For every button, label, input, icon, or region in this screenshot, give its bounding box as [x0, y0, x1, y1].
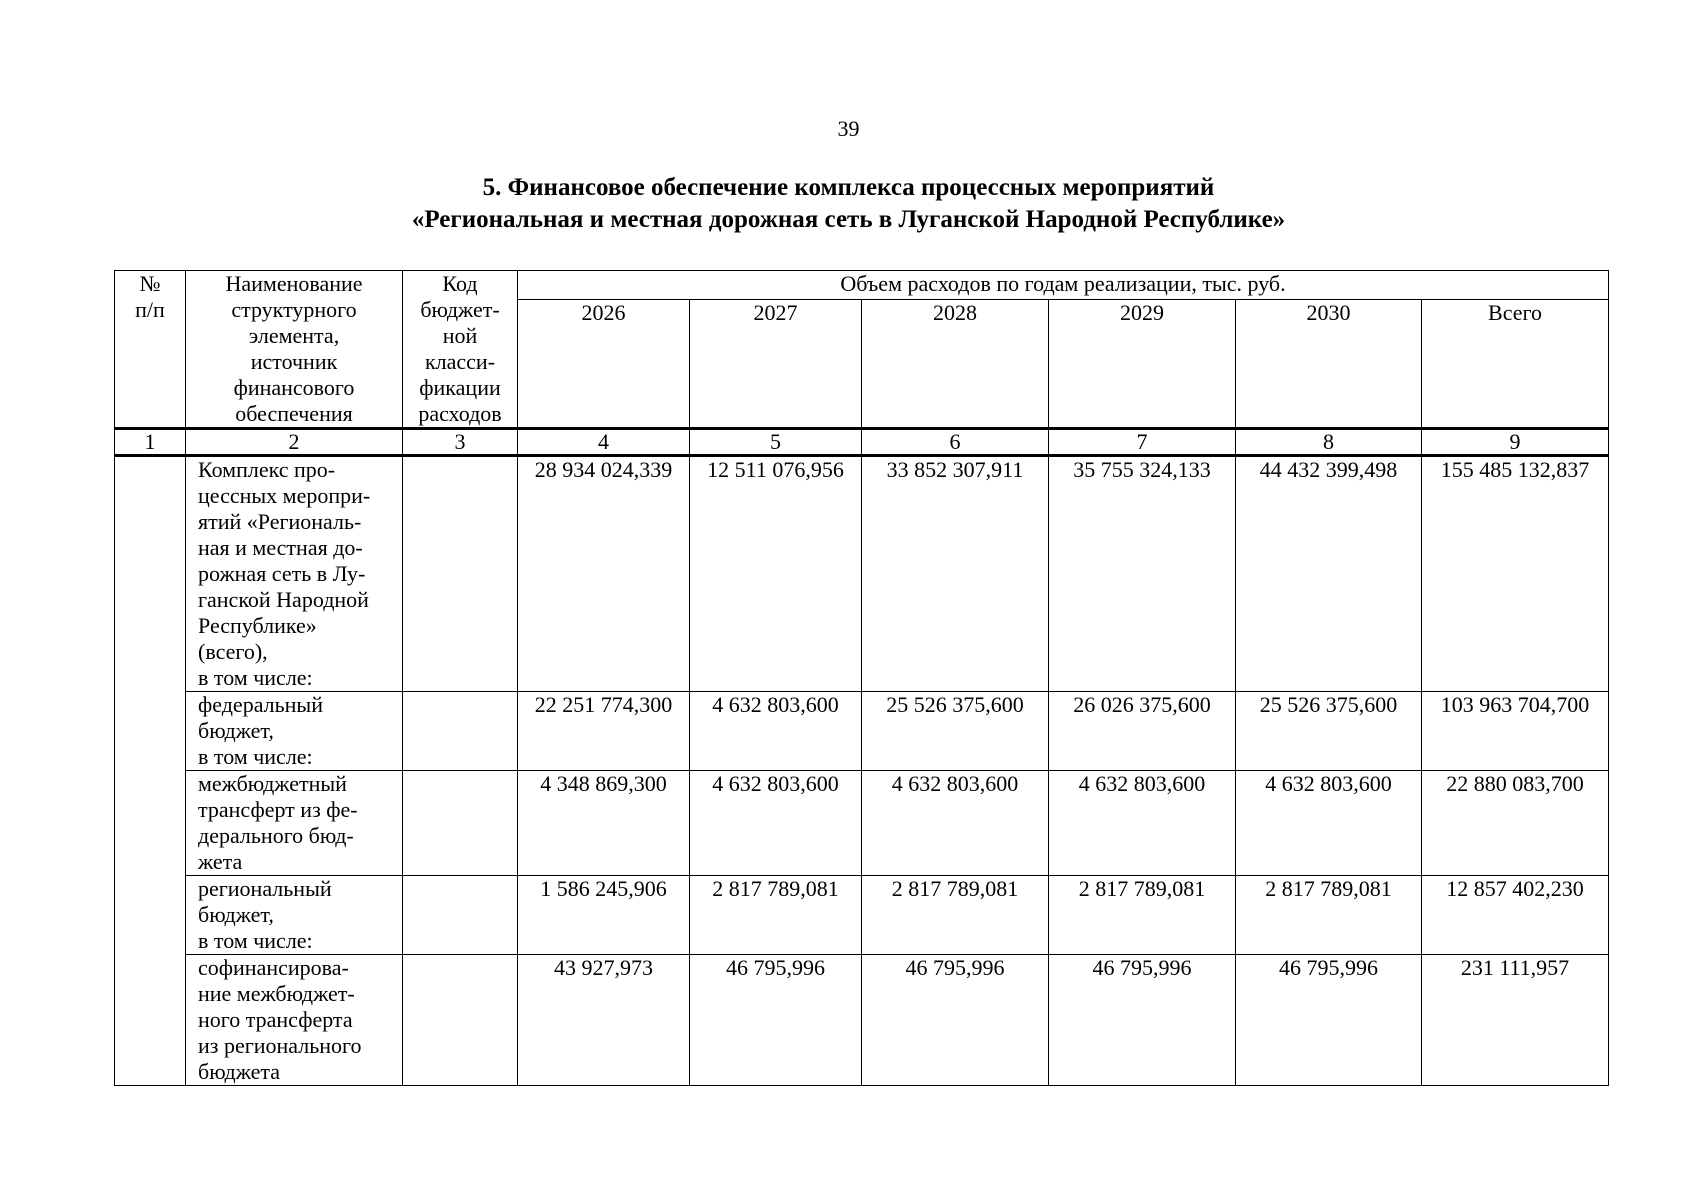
- header-year: 2028: [862, 300, 1049, 429]
- value-cell: 4 632 803,600: [690, 771, 862, 876]
- row-code: [403, 955, 518, 1086]
- header-code-line: ной: [442, 323, 478, 348]
- value-cell: 28 934 024,339: [518, 456, 690, 692]
- table-row: [115, 771, 1609, 876]
- column-number: 7: [1049, 429, 1236, 456]
- header-code: [403, 271, 518, 429]
- value-cell: 4 632 803,600: [690, 692, 862, 771]
- value-cell: 2 817 789,081: [862, 876, 1049, 955]
- row-name-line: софинансирова-: [198, 955, 349, 980]
- row-name-line: жета: [198, 849, 243, 874]
- header-name-line: Наименование: [225, 271, 363, 296]
- header-name-line: структурного: [231, 297, 357, 322]
- row-name-line: из регионального: [198, 1033, 362, 1058]
- value-cell: 35 755 324,133: [1049, 456, 1236, 692]
- header-year: 2026: [518, 300, 690, 429]
- value-cell: 2 817 789,081: [1049, 876, 1236, 955]
- header-num: [115, 271, 186, 429]
- value-cell: 25 526 375,600: [862, 692, 1049, 771]
- column-number: 9: [1422, 429, 1609, 456]
- value-cell: 46 795,996: [1236, 955, 1422, 1086]
- header-year: 2029: [1049, 300, 1236, 429]
- value-cell: 33 852 307,911: [862, 456, 1049, 692]
- column-number: 5: [690, 429, 862, 456]
- header-code-line: класси-: [424, 349, 496, 374]
- row-name-line: бюджет,: [198, 902, 274, 927]
- row-code: [403, 692, 518, 771]
- value-cell: 46 795,996: [1049, 955, 1236, 1086]
- header-num-line: №: [139, 271, 161, 296]
- value-cell: 26 026 375,600: [1049, 692, 1236, 771]
- header-name: [186, 271, 403, 429]
- value-cell: 43 927,973: [518, 955, 690, 1086]
- value-cell: 25 526 375,600: [1236, 692, 1422, 771]
- row-name-line: бюджет,: [198, 718, 274, 743]
- row-code: [403, 771, 518, 876]
- column-number-row: [115, 429, 1609, 456]
- value-cell: 4 632 803,600: [862, 771, 1049, 876]
- row-name-line: в том числе:: [198, 928, 313, 953]
- value-cell: 2 817 789,081: [690, 876, 862, 955]
- value-cell: 46 795,996: [862, 955, 1049, 1086]
- header-name-line: элемента,: [248, 323, 340, 348]
- value-cell: 22 251 774,300: [518, 692, 690, 771]
- column-number: 8: [1236, 429, 1422, 456]
- header-name-line: обеспечения: [235, 401, 353, 426]
- table-row: [115, 456, 1609, 692]
- section-title-line-2: «Региональная и местная дорожная сеть в Луганской Народной Республике»: [411, 206, 1286, 233]
- row-name-line: в том числе:: [198, 665, 313, 690]
- row-name-line: бюджета: [198, 1059, 281, 1084]
- table-row: [115, 692, 1609, 771]
- value-cell: 12 511 076,956: [690, 456, 862, 692]
- column-number: 4: [518, 429, 690, 456]
- row-name: [186, 876, 403, 955]
- row-code: [403, 876, 518, 955]
- value-cell: 103 963 704,700: [1422, 692, 1609, 771]
- row-name-line: межбюджетный: [198, 771, 347, 796]
- value-cell: 22 880 083,700: [1422, 771, 1609, 876]
- value-cell: 44 432 399,498: [1236, 456, 1422, 692]
- row-name-line: ная и местная до-: [198, 535, 363, 560]
- row-name-line: дерального бюд-: [198, 823, 354, 848]
- row-name-line: цессных меропри-: [198, 483, 371, 508]
- column-number: 3: [403, 429, 518, 456]
- row-name: [186, 955, 403, 1086]
- row-code: [403, 456, 518, 692]
- header-total: Всего: [1422, 300, 1609, 429]
- value-cell: 46 795,996: [690, 955, 862, 1086]
- header-num-line: п/п: [135, 297, 165, 322]
- table-row: [115, 876, 1609, 955]
- row-number-cell: [115, 456, 186, 1086]
- column-number: 1: [115, 429, 186, 456]
- row-name-line: (всего),: [198, 639, 268, 664]
- value-cell: 12 857 402,230: [1422, 876, 1609, 955]
- row-name-line: ного трансферта: [198, 1007, 353, 1032]
- row-name-line: Комплекс про-: [198, 457, 336, 482]
- header-code-line: Код: [442, 271, 478, 296]
- row-name-line: рожная сеть в Лу-: [198, 561, 366, 586]
- row-name-line: региональный: [198, 876, 332, 901]
- row-name: [186, 771, 403, 876]
- value-cell: 231 111,957: [1422, 955, 1609, 1086]
- header-code-line: расходов: [418, 401, 502, 426]
- header-code-line: бюджет-: [420, 297, 500, 322]
- row-name: [186, 692, 403, 771]
- row-name-line: трансферт из фе-: [198, 797, 358, 822]
- column-number: 6: [862, 429, 1049, 456]
- value-cell: 4 632 803,600: [1049, 771, 1236, 876]
- header-name-line: источник: [250, 349, 338, 374]
- column-number: 2: [186, 429, 403, 456]
- value-cell: 1 586 245,906: [518, 876, 690, 955]
- header-year: 2030: [1236, 300, 1422, 429]
- value-cell: 155 485 132,837: [1422, 456, 1609, 692]
- header-volume: Объем расходов по годам реализации, тыс. руб.: [518, 271, 1609, 300]
- header-year: 2027: [690, 300, 862, 429]
- row-name: [186, 456, 403, 692]
- financing-table: [114, 270, 1609, 1086]
- header-code-line: фикации: [419, 375, 501, 400]
- header-name-line: финансового: [233, 375, 355, 400]
- page-number: 39: [837, 116, 860, 141]
- value-cell: 2 817 789,081: [1236, 876, 1422, 955]
- table-row: [115, 955, 1609, 1086]
- row-name-line: в том числе:: [198, 744, 313, 769]
- row-name-line: федеральный: [198, 692, 323, 717]
- header-row-top: [115, 271, 1609, 300]
- row-name-line: Республике»: [198, 613, 317, 638]
- section-title: [0, 172, 1697, 236]
- row-name-line: ганской Народной: [198, 587, 369, 612]
- value-cell: 4 348 869,300: [518, 771, 690, 876]
- row-name-line: ятий «Региональ-: [198, 509, 362, 534]
- section-title-line-1: 5. Финансовое обеспечение комплекса процессных мероприятий: [482, 174, 1215, 201]
- row-name-line: ние межбюджет-: [198, 981, 355, 1006]
- value-cell: 4 632 803,600: [1236, 771, 1422, 876]
